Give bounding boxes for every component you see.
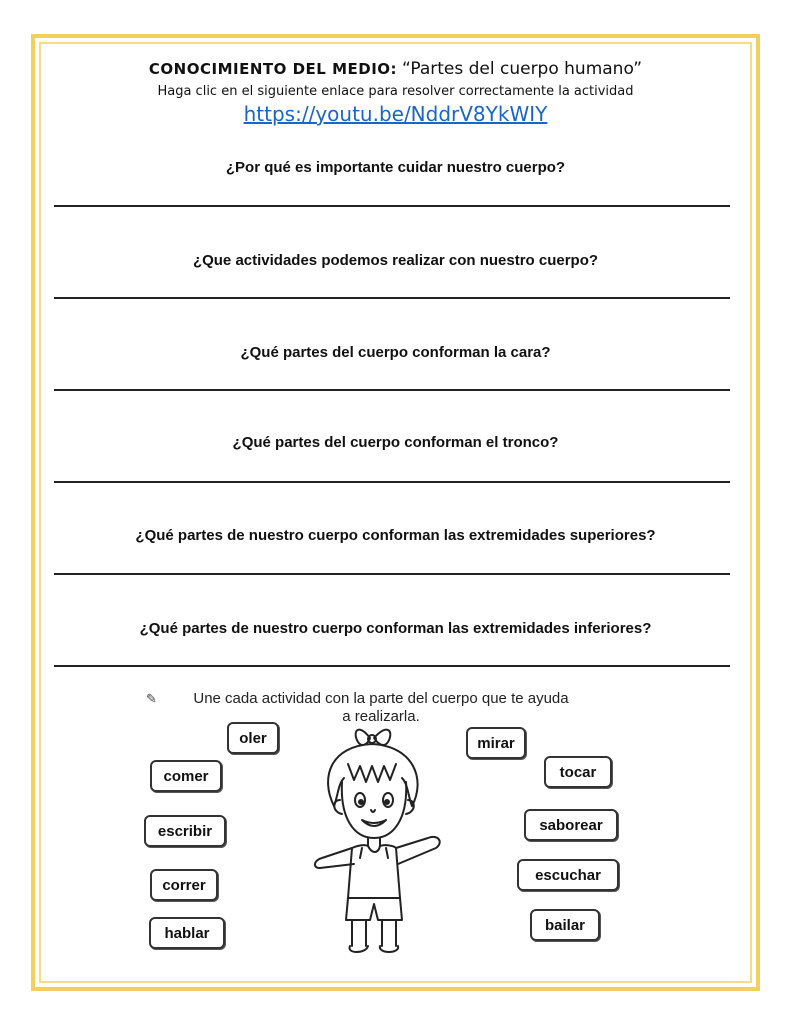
word-box-left-1[interactable]: oler [227, 722, 279, 754]
link-instruction: Haga clic en el siguiente enlace para resolver correctamente la actividad [157, 84, 634, 99]
word-box-right-4[interactable]: escuchar [517, 859, 619, 891]
answer-line-6[interactable] [54, 665, 730, 667]
activity-instruction-line-2: a realizarla. [342, 708, 420, 725]
question-6: ¿Qué partes de nuestro cuerpo conforman las extremidades inferiores? [139, 620, 652, 637]
question-3: ¿Qué partes del cuerpo conforman la cara? [240, 344, 551, 361]
word-box-left-5[interactable]: hablar [149, 917, 225, 949]
question-5: ¿Qué partes de nuestro cuerpo conforman las extremidades superiores? [135, 527, 656, 544]
video-link-row [0, 102, 791, 127]
question-1: ¿Por qué es importante cuidar nuestro cuerpo? [225, 159, 566, 176]
answer-line-2[interactable] [54, 297, 730, 299]
word-box-right-3[interactable]: saborear [524, 809, 618, 841]
answer-line-4[interactable] [54, 481, 730, 483]
pencil-icon: ✎ [146, 691, 157, 706]
word-box-left-2[interactable]: comer [150, 760, 222, 792]
answer-line-3[interactable] [54, 389, 730, 391]
word-box-left-3[interactable]: escribir [144, 815, 226, 847]
answer-line-5[interactable] [54, 573, 730, 575]
activity-instruction-line-1: Une cada actividad con la parte del cuerpo que te ayuda [193, 690, 569, 707]
girl-illustration [308, 708, 448, 958]
word-box-right-1[interactable]: mirar [466, 727, 526, 759]
word-box-right-5[interactable]: bailar [530, 909, 600, 941]
word-box-left-4[interactable]: correr [150, 869, 218, 901]
topic-label: “Partes del cuerpo humano” [402, 59, 643, 79]
answer-line-1[interactable] [54, 205, 730, 207]
video-link[interactable]: https://youtu.be/NddrV8YkWIY [243, 102, 548, 126]
question-2: ¿Que actividades podemos realizar con nuestro cuerpo? [192, 252, 599, 269]
subject-label: CONOCIMIENTO DEL MEDIO: [148, 60, 398, 78]
worksheet-title [0, 58, 791, 79]
question-4: ¿Qué partes del cuerpo conforman el tronco? [232, 434, 559, 451]
word-box-right-2[interactable]: tocar [544, 756, 612, 788]
